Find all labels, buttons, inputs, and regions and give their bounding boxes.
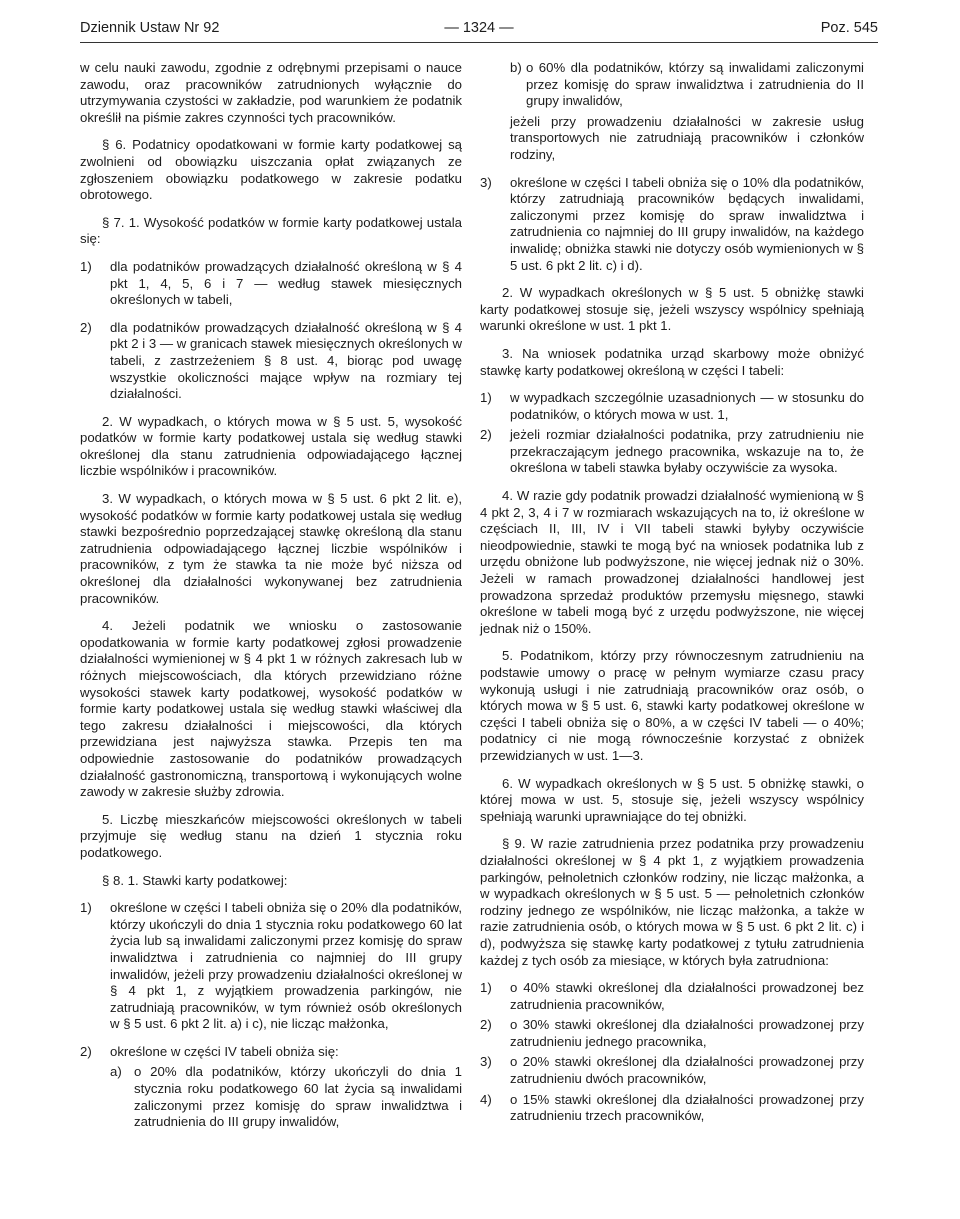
item-text: o 15% stawki określonej dla działalności prowadzonej przy zatrudnieniu trzech pracowników,	[510, 1091, 864, 1124]
item-number: 4)	[480, 1091, 492, 1107]
paragraph: 2. W wypadkach określonych w § 5 ust. 5 obniżkę stawki karty podatkowej stosuje się, jeżeli wszyscy wspólnicy spełniają warunki określone w ust. 1 pkt 1.	[480, 285, 864, 334]
section-6: § 6. Podatnicy opodatkowani w formie karty podatkowej są zwolnieni od obowiązku uiszczania opłat związanych ze zgłoszeniem obowiązku podatkowego w zakresie podatku obrotowego.	[80, 137, 462, 203]
item-text: o 40% stawki określonej dla działalności prowadzonej bez zatrudnienia pracowników,	[510, 980, 864, 1012]
item-letter: b)	[510, 60, 522, 75]
paragraph: 5. Podatnikom, którzy przy równoczesnym zatrudnieniu na podstawie umowy o pracę w pełnym wymiarze czasu pracy wykonują usługi i nie zatrudniają pracowników oraz osób, o których mowa w § 5 ust. 6, stawki karty podatkowej określone w części I tabeli obniża się o 80%, a w części IV tabeli — o 40%; podatnicy ci nie mogą równocześnie korzystać z obniżek przewidzianych w ust. 1—3.	[480, 648, 864, 763]
list-item	[480, 1054, 864, 1087]
item-text: dla podatników prowadzących działalność określoną w § 4 pkt 1, 4, 5, 6 i 7 — według stawek miesięcznych określonych w tabeli,	[110, 258, 462, 308]
paragraph: 4. W razie gdy podatnik prowadzi działalność wymienioną w § 4 pkt 2, 3, 4 i 7 w rozmiarach wskazujących na to, iż określone w częściach II, III, IV i VII tabeli stawki byłyby oczywiście nieodpowiednie, stawki te mogą być na wniosek podatnika lub z urzędu obniżone lub podwyższone, nie więcej jednak niż o 30%. Jeżeli w ramach prowadzonej działalności handlowej jest prowadzona sprzedaż produktów przemysłu mięsnego, stawki określone w tabeli mogą być z urzędu podwyższone, nie więcej jednak niż o 150%.	[480, 488, 864, 636]
position-number: Poz. 545	[820, 20, 878, 36]
journal-title: Dziennik Ustaw Nr 92	[80, 20, 220, 36]
item-text: dla podatników prowadzących działalność określoną w § 4 pkt 2 i 3 — w granicach stawek miesięcznych określonych w tabeli, z zastrzeżeniem § 8 ust. 4, biorąc pod uwagę wszystkie okoliczności mające wpływ na rozmiary tej działalności.	[110, 319, 462, 402]
list-item	[80, 900, 462, 1033]
paragraph: jeżeli przy prowadzeniu działalności w zakresie usług transportowych nie zatrudniają pracowników i członków rodziny,	[510, 113, 864, 162]
item-number: 1)	[480, 390, 492, 406]
list-item	[80, 259, 462, 309]
item-number: 3)	[480, 174, 492, 190]
item-text: określone w części IV tabeli obniża się:	[110, 1043, 339, 1059]
item-text: o 60% dla podatników, którzy są inwalidami zaliczonymi przez komisję do spraw inwalidztwa i zatrudnienia do II grupy inwalidów,	[526, 60, 864, 109]
item-text: jeżeli rozmiar działalności podatnika, przy zatrudnieniu nie przekraczającym jednego pracownika, wskazuje na to, że określona w tabeli stawka byłaby oczywiście za wysoka.	[510, 427, 864, 476]
item-number: 1)	[80, 900, 92, 916]
paragraph: w celu nauki zawodu, zgodnie z odrębnymi przepisami o nauce zawodu, oraz pracowników zatrudnionych wyłącznie do utrzymywania czystości w zakładzie, pod warunkiem że podatnik określił na piśmie zakres czynności tych pracowników.	[80, 60, 462, 125]
item-letter: a)	[110, 1064, 122, 1080]
item-text: o 30% stawki określonej dla działalności prowadzonej przy zatrudnieniu jednego pracownika,	[510, 1017, 864, 1049]
list-subitem	[80, 1064, 462, 1130]
section-9: § 9. W razie zatrudnienia przez podatnika przy prowadzeniu działalności określonej w § 4 pkt 1, z wyjątkiem prowadzenia parkingów, pełnoletnich członków rodziny, nie licząc małżonka, a w wypadkach określonych w § 5 ust. 5 — pełnoletnich członków rodziny jednego ze wspólników, nie licząc małżonka, a także w razie zatrudnienia osób, o których mowa w § 5 ust. 6 pkt 2 lit. c) i d), podwyższa się stawkę karty podatkowej z tytułu zatrudnienia każdej z tych osób za miesiące, w których była zatrudniona:	[480, 836, 864, 968]
paragraph: 3. W wypadkach, o których mowa w § 5 ust. 6 pkt 2 lit. e), wysokość podatków w formie karty podatkowej ustala się według stawki bezpośrednio poprzedzającej stawkę określoną dla stanu zatrudnienia odpowiadającego łącznej liczbie wspólników i pracowników, z tym że stawka ta nie może być niższa od określonej dla działalności wykonywanej bez zatrudnienia pracowników.	[80, 491, 462, 606]
item-text: o 20% dla podatników, którzy ukończyli do dnia 1 stycznia roku podatkowego 60 lat życia są inwalidami zaliczonymi przez komisję do spraw inwalidztwa i zatrudnienia do III grupy inwalidów,	[134, 1064, 462, 1130]
section-7-intro: § 7. 1. Wysokość podatków w formie karty podatkowej ustala się:	[80, 214, 462, 247]
item-text: o 20% stawki określonej dla działalności prowadzonej przy zatrudnieniu dwóch pracowników,	[510, 1054, 864, 1087]
item-text: określone w części I tabeli obniża się o 10% dla podatników, którzy zatrudniają pracowników będących inwalidami, zaliczonymi przez komisję do spraw inwalidztwa i zatrudnienia co najmniej do III grupy inwalidów, na każdego inwalidę; obniżka stawki nie dotyczy osób wymienionych w § 5 ust. 6 pkt 2 lit. c) i d).	[510, 174, 864, 273]
item-text: w wypadkach szczególnie uzasadnionych — w stosunku do podatników, o których mowa w ust. 1,	[510, 390, 864, 422]
list-item	[480, 980, 864, 1013]
paragraph: 6. W wypadkach określonych w § 5 ust. 5 obniżkę stawki, o której mowa w ust. 5, stosuje się, jeżeli wszyscy wspólnicy spełniają warunki uprawniające do tej obniżki.	[480, 775, 864, 824]
item-number: 3)	[480, 1054, 492, 1070]
list-item	[480, 390, 864, 423]
list-item	[480, 1092, 864, 1125]
left-column	[80, 60, 462, 1142]
paragraph: 4. Jeżeli podatnik we wniosku o zastosowanie opodatkowania w formie karty podatkowej zgłosi prowadzenie działalności wymienionej w § 4 pkt 1 w różnych zakresach lub w różnych miejscowościach, dla których przewidziano różne wysokości stawek karty podatkowej, wysokość podatków w formie karty podatkowej ustala się według stawki właściwej dla tego zakresu działalności i miejscowości, dla których przewidziana jest najwyższa stawka. Przepis ten ma odpowiednie zastosowanie do podatników prowadzących działalność gastronomiczną, transportową i wykonujących wolne zawody w zakresie służby zdrowia.	[80, 618, 462, 800]
paragraph: 3. Na wniosek podatnika urząd skarbowy może obniżyć stawkę karty podatkowej określoną w części I tabeli:	[480, 345, 864, 378]
list-item	[480, 1017, 864, 1050]
item-text: określone w części I tabeli obniża się o 20% dla podatników, którzy ukończyli do dnia 1 stycznia roku podatkowego 60 lat życia lub są inwalidami zaliczonymi przez komisję do spraw inwalidztwa i zatrudnienia co najmniej do III grupy inwalidów, jeżeli przy prowadzeniu działalności określonej w § 4 pkt 1, z wyjątkiem prowadzenia parkingów, nie zatrudniają pracowników, w tym również osób określonych w § 5 ust. 6 pkt 2 lit. a) i c), nie licząc małżonka,	[110, 900, 462, 1032]
right-column	[480, 60, 864, 1129]
page-number: — 1324 —	[444, 20, 514, 36]
list-item	[480, 175, 864, 275]
item-number: 1)	[480, 980, 492, 996]
list-item	[80, 1044, 462, 1061]
item-number: 2)	[480, 1017, 492, 1033]
paragraph: 5. Liczbę mieszkańców miejscowości określonych w tabeli przyjmuje się według stanu na dzień 1 stycznia roku podatkowego.	[80, 811, 462, 860]
item-number: 2)	[80, 319, 92, 335]
item-number: 2)	[480, 427, 492, 443]
page-header	[80, 20, 878, 43]
list-item	[80, 320, 462, 403]
section-8-intro: § 8. 1. Stawki karty podatkowej:	[102, 872, 288, 888]
paragraph: 2. W wypadkach, o których mowa w § 5 ust. 5, wysokość podatków w formie karty podatkowej ustala się według stawki określonej dla stanu zatrudnienia odpowiadającego łącznej liczbie wspólników i pracowników.	[80, 413, 462, 479]
item-number: 1)	[80, 258, 92, 274]
list-subitem	[480, 60, 864, 110]
item-number: 2)	[80, 1043, 92, 1059]
list-item	[480, 427, 864, 477]
